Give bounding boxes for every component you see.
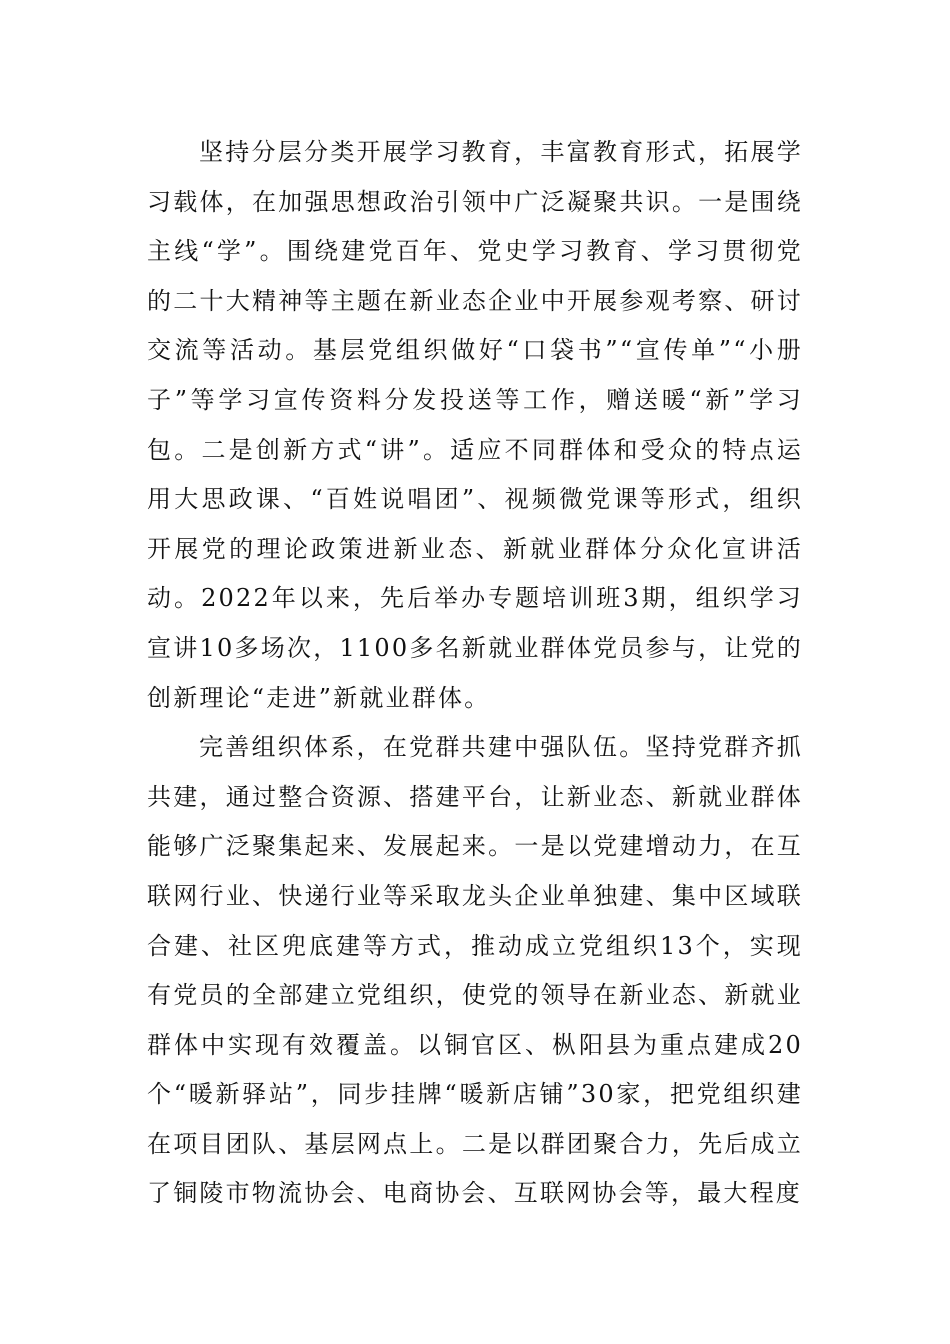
body-paragraph-1: 坚持分层分类开展学习教育，丰富教育形式，拓展学习载体，在加强思想政治引领中广泛凝聚共识。一是围绕主线“学”。围绕建党百年、党史学习教育、学习贯彻党的二十大精神等主题在新业态企业中开展参观考察、研讨交流等活动。基层党组织做好“口袋书”“宣传单”“小册子”等学习宣传资料分发投送等工作，赠送暖“新”学习包。二是创新方式“讲”。适应不同群体和受众的特点运用大思政课、“百姓说唱团”、视频微党课等形式，组织开展党的理论政策进新业态、新就业群体分众化宣讲活动。2022年以来，先后举办专题培训班3期，组织学习宣讲10多场次，1100多名新就业群体党员参与，让党的创新理论“走进”新就业群体。 [147, 138, 803, 712]
body-paragraph-2 [147, 723, 803, 1219]
document-page [147, 128, 803, 1219]
paragraph-2-lead-heading: 完善组织体系，在党群共建中强队伍。 [199, 733, 646, 762]
paragraph-2-body-text: 坚持党群齐抓共建，通过整合资源、搭建平台，让新业态、新就业群体能够广泛聚集起来、发展起来。一是以党建增动力，在互联网行业、快递行业等采取龙头企业单独建、集中区域联合建、社区兜底建等方式，推动成立党组织13个，实现有党员的全部建立党组织，使党的领导在新业态、新就业群体中实现有效覆盖。以铜官区、枞阳县为重点建成20个“暖新驿站”，同步挂牌“暖新店铺”30家，把党组织建在项目团队、基层网点上。二是以群团聚合力，先后成立了铜陵市物流协会、电商协会、互联网协会等，最大程度 [147, 733, 804, 1208]
